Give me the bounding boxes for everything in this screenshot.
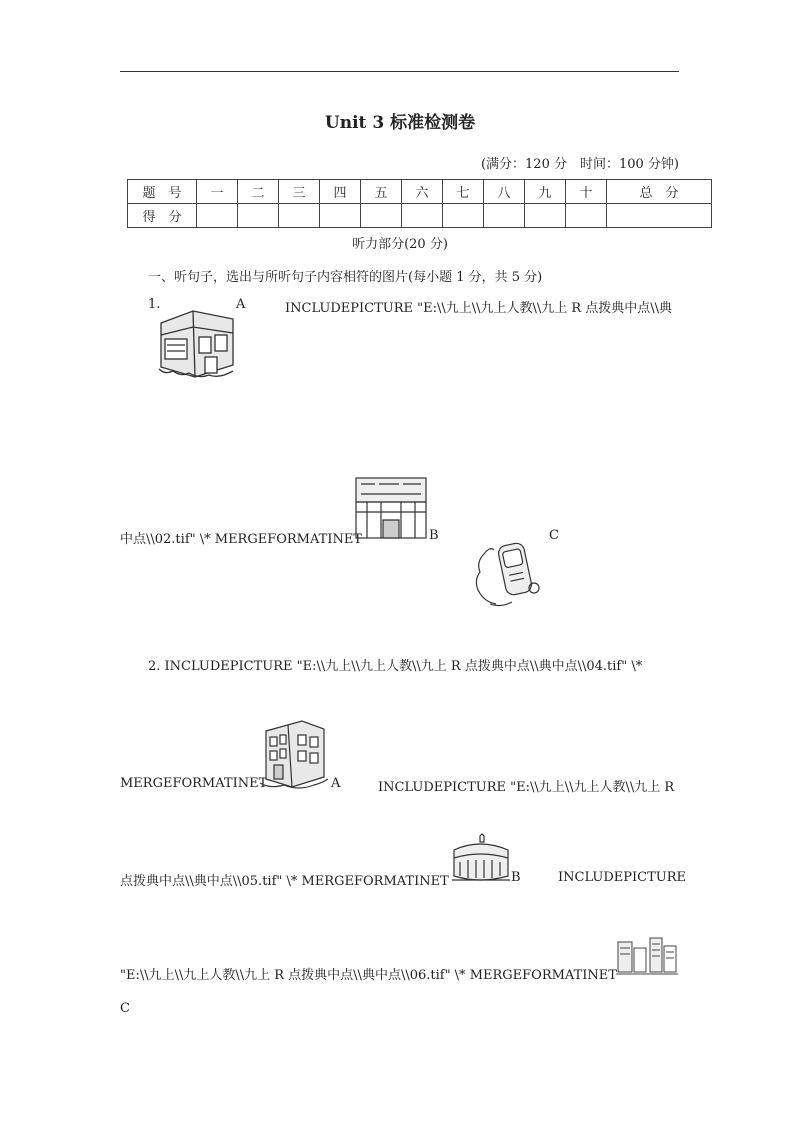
score-table [127,179,712,228]
q1-option-c: C [549,528,559,543]
table-row [128,204,712,228]
q2-line4: "E:\\九上\\九上人教\\九上 R 点拨典中点\\典中点\\06.tif" \* MERGEFORMATINET [120,968,617,983]
q2-line3-b: INCLUDEPICTURE [558,870,686,885]
q2-line2-b: INCLUDEPICTURE "E:\\九上\\九上人教\\九上 R [378,780,675,795]
q2-option-a: A [331,776,341,791]
q1-option-b: B [429,528,439,543]
section-heading: 听力部分(20 分) [352,237,448,252]
street-town-icon [616,932,678,976]
q2-line2-a: MERGEFORMATINET [120,776,268,791]
score-input-cell [361,204,402,228]
score-input-cell [402,204,443,228]
table-row [128,180,712,204]
table-cell: 九 [525,180,566,204]
exam-meta: (满分：120 分 时间：100 分钟) [480,157,679,172]
table-cell: 总 分 [607,180,712,204]
q2-option-b: B [511,870,521,885]
score-input-cell [279,204,320,228]
page-title: Unit 3 标准检测卷 [324,113,476,133]
score-input-cell [443,204,484,228]
q2-line3-a: 点拨典中点\\典中点\\05.tif" \* MERGEFORMATINET [120,874,449,889]
q1-option-a: A [236,297,246,312]
bus-icon [472,530,548,610]
q2-option-c: C [120,1001,130,1016]
table-cell: 六 [402,180,443,204]
shop-building-icon [157,305,237,383]
q1-line1: INCLUDEPICTURE "E:\\九上\\九上人教\\九上 R 点拨典中点\\典 [285,301,673,316]
q1-line2: 中点\\02.tif" \* MERGEFORMATINET [120,532,363,547]
q1-number: 1. [148,297,161,312]
table-cell: 七 [443,180,484,204]
table-cell: 三 [279,180,320,204]
table-cell: 题 号 [128,180,197,204]
stadium-icon [450,832,512,884]
cinema-building-icon [353,472,429,542]
table-cell: 二 [238,180,279,204]
score-input-cell [607,204,712,228]
table-cell: 四 [320,180,361,204]
part1-heading: 一、听句子，选出与所听句子内容相符的图片(每小题 1 分，共 5 分) [148,270,543,285]
score-input-cell [566,204,607,228]
score-input-cell [484,204,525,228]
score-input-cell [320,204,361,228]
score-input-cell [238,204,279,228]
table-cell: 十 [566,180,607,204]
score-input-cell [197,204,238,228]
table-cell: 五 [361,180,402,204]
table-cell: 得 分 [128,204,197,228]
table-cell: 一 [197,180,238,204]
top-rule [120,71,679,72]
table-cell: 八 [484,180,525,204]
score-input-cell [525,204,566,228]
office-building-icon [258,717,330,791]
q2-line1: 2. INCLUDEPICTURE "E:\\九上\\九上人教\\九上 R 点拨典中点\\典中点\\04.tif" \* [148,659,643,674]
